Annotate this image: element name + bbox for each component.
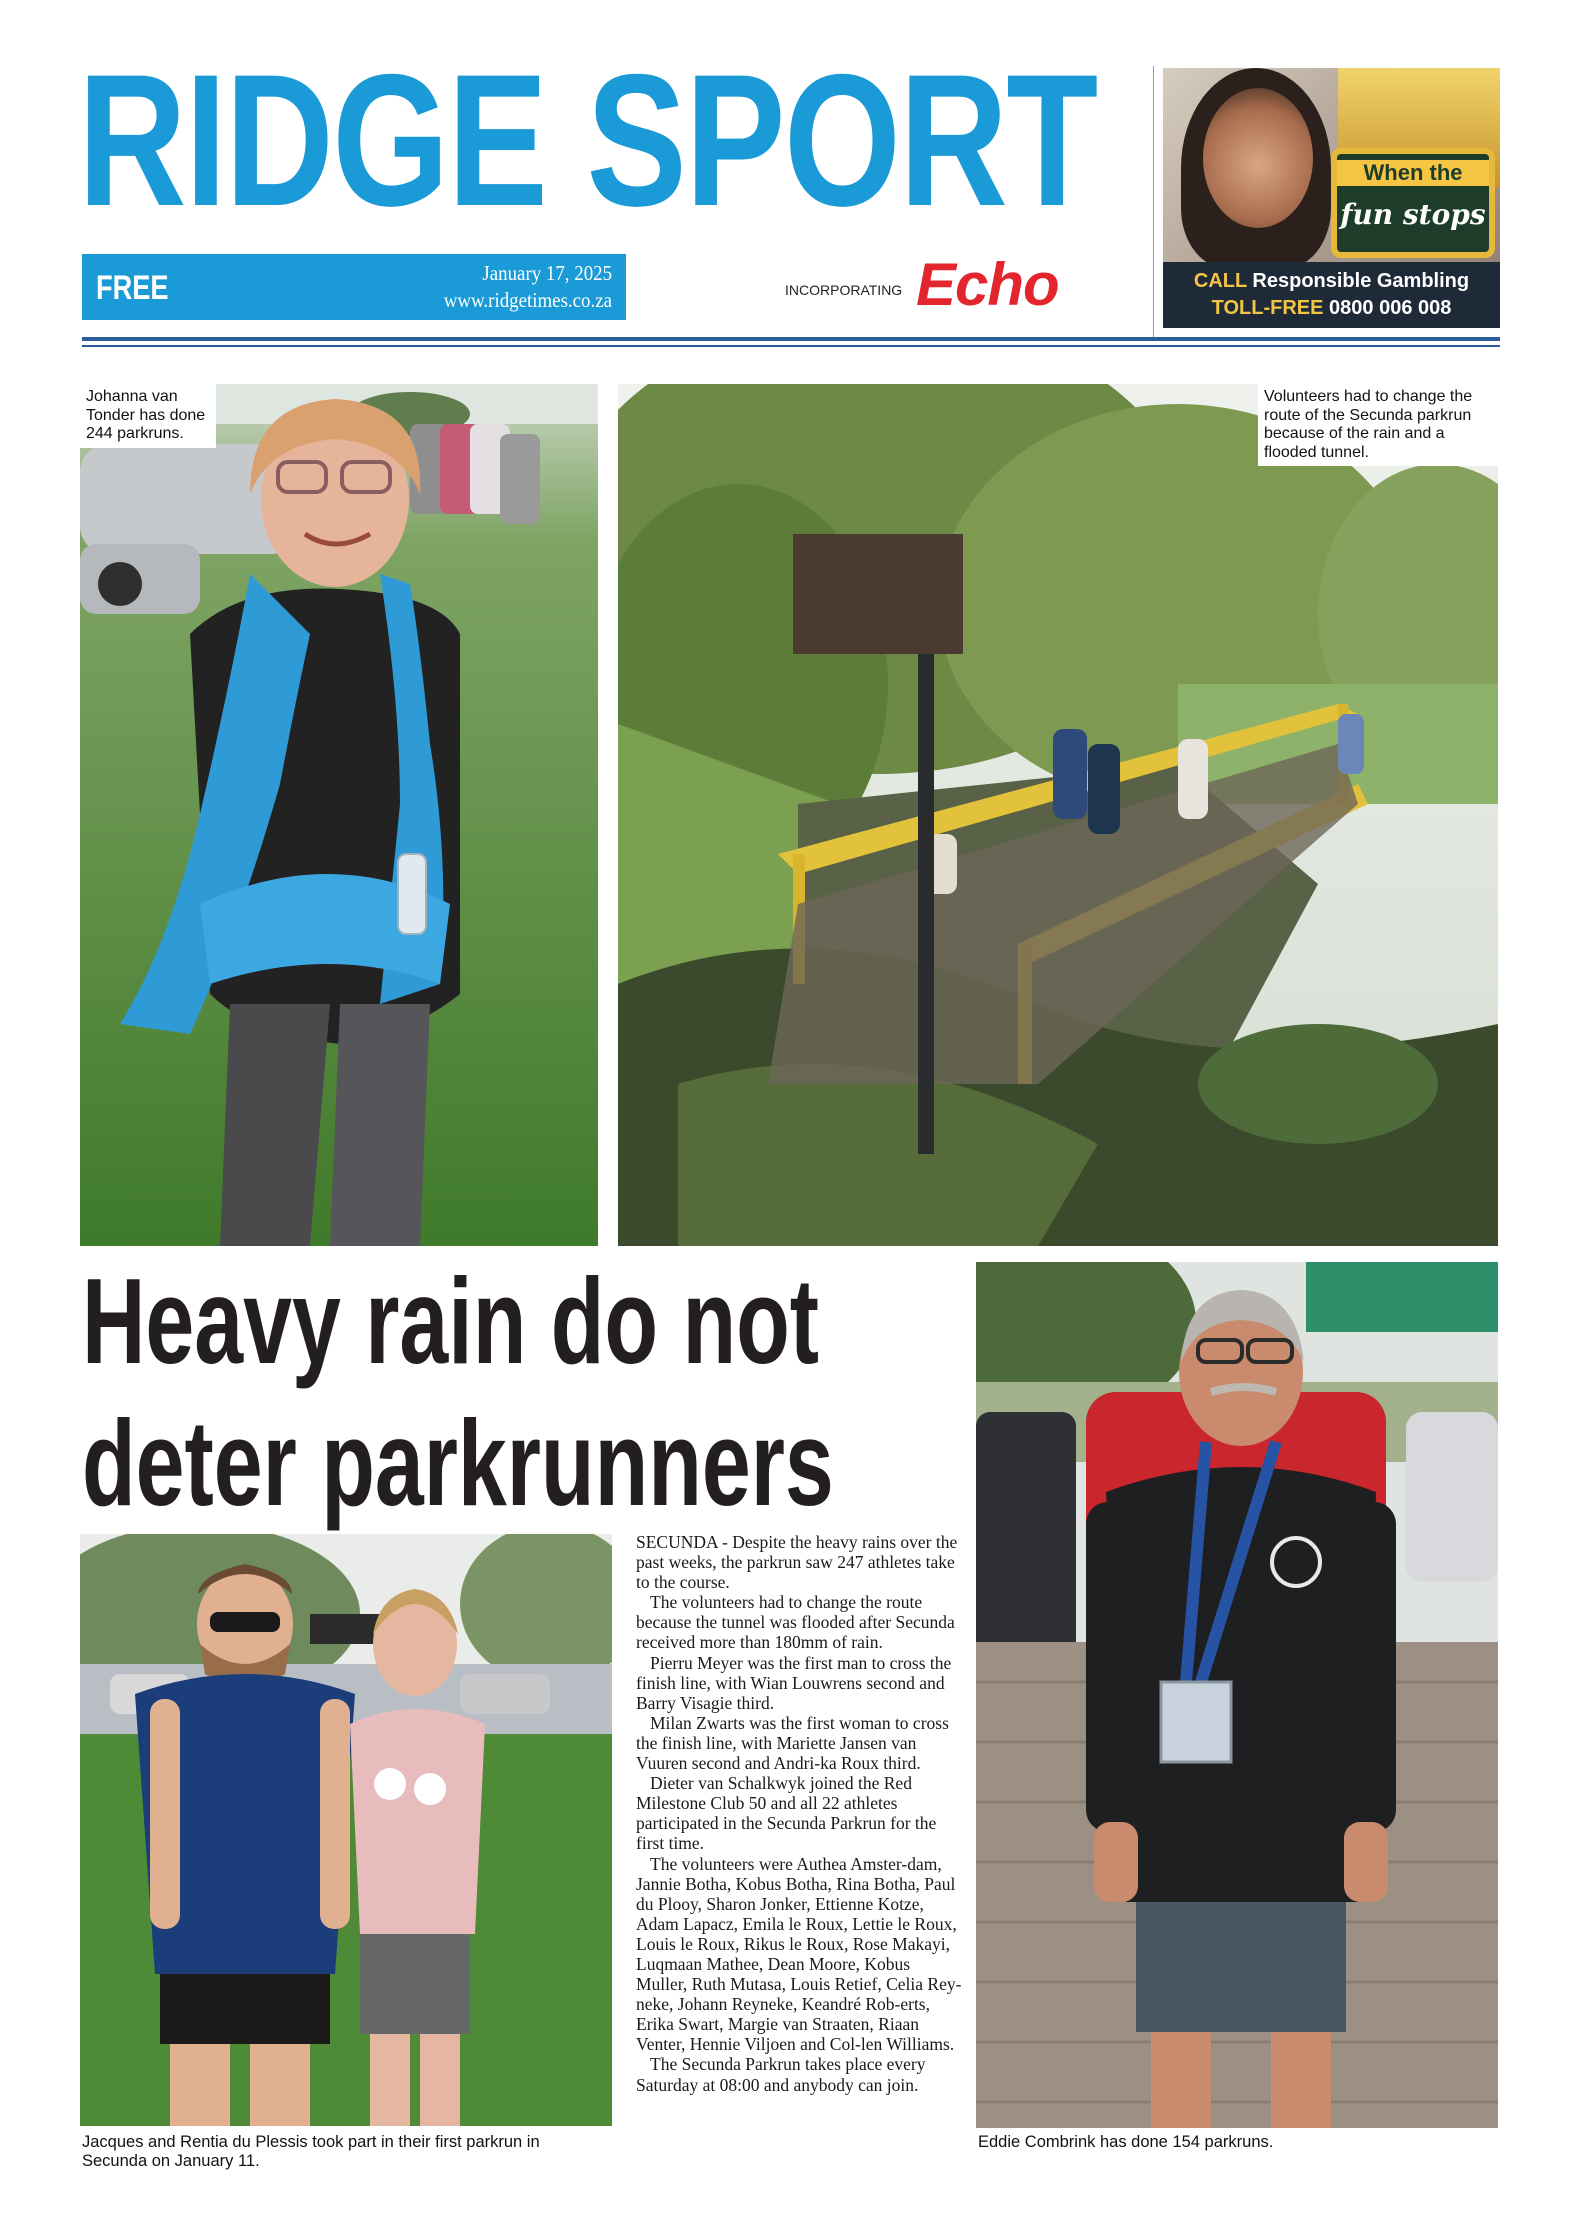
ad-footer [1163, 262, 1500, 328]
ad-call-label: CALL [1193, 270, 1247, 292]
ad-phone-number: 0800 006 008 [1329, 297, 1452, 319]
ad-sign [1331, 148, 1495, 258]
ad-footer-line1 [1163, 270, 1500, 293]
ad-footer-line2 [1163, 297, 1500, 320]
ad-sign-line2: fun stops [1340, 198, 1486, 231]
article-paragraph: The volunteers were Authea Amster-dam, Jannie Botha, Kobus Botha, Rina Botha, Paul du Plooy, Sharon Jonker, Ettienne Kotze, Adam Lapacz, Emila le Roux, Lettie le Roux, Louis le Roux, Rikus le Roux, Rose Makayi, Luqmaan Mathee, Dean Moore, Kobus Muller, Ruth Mutasa, Louis Retief, Celia Rey-neke, Johann Reyneke, Keandré Rob-erts, Erika Swart, Margie van Straaten, Riaan Venter, Hennie Viljoen and Col-len Williams. [636, 1853, 962, 2055]
eddie-caption: Eddie Combrink has done 154 parkruns. [978, 2133, 1274, 2151]
photo-johanna-image [80, 384, 598, 1246]
responsible-gambling-ad[interactable] [1163, 68, 1500, 328]
volunteers-caption: Volunteers had to change the route of the Secunda parkrun because of the rain and a flooded tunnel. [1258, 384, 1498, 466]
ad-model-face [1203, 88, 1313, 228]
free-label: FREE [96, 269, 169, 307]
photo-eddie-image [976, 1262, 1498, 2128]
photo-volunteers-image [618, 384, 1498, 1246]
article-headline: Heavy rain do not deter parkrunners [82, 1253, 834, 1531]
masthead-rule-thick [82, 337, 1500, 341]
ad-tollfree-label: TOLL-FREE [1211, 297, 1324, 319]
ad-sign-line1: When the [1337, 160, 1489, 186]
article-paragraph: Dieter van Schalkwyk joined the Red Milestone Club 50 and all 22 athletes participated in the Secunda Parkrun for the first time. [636, 1773, 937, 1854]
masthead-divider [1153, 66, 1154, 338]
photo-du-plessis-image [80, 1534, 612, 2126]
masthead-title: RIDGE SPORT [78, 35, 1097, 245]
article-body [636, 1532, 962, 2095]
photo-du-plessis [80, 1534, 612, 2126]
photo-johanna [80, 384, 598, 1246]
echo-logo: Echo [916, 251, 1059, 318]
article-paragraph: The Secunda Parkrun takes place every Saturday at 08:00 and anybody can join. [636, 2054, 926, 2095]
du-plessis-caption: Jacques and Rentia du Plessis took part in their first parkrun in Secunda on January 11. [82, 2133, 540, 2170]
photo-eddie [976, 1262, 1498, 2128]
article-paragraph: Milan Zwarts was the first woman to cross the finish line, with Mariette Jansen van Vuuren second and Andri-ka Roux third. [636, 1712, 949, 1774]
article-paragraph: The volunteers had to change the route because the tunnel was flooded after Secunda received more than 180mm of rain. [636, 1592, 955, 1653]
issue-date: January 17, 2025 [482, 261, 612, 285]
website-link[interactable]: www.ridgetimes.co.za [443, 288, 612, 312]
johanna-caption: Johanna van Tonder has done 244 parkruns. [80, 384, 216, 448]
incorporating-label: INCORPORATING [785, 282, 903, 298]
photo-volunteers [618, 384, 1498, 1246]
article-paragraph: Pierru Meyer was the first man to cross the finish line, with Wian Louwrens second and Barry Visagie third. [636, 1652, 952, 1713]
ad-brand-label: Responsible Gambling [1252, 270, 1470, 292]
masthead-info-bar [82, 254, 626, 320]
article-paragraph: SECUNDA - Despite the heavy rains over the past weeks, the parkrun saw 247 athletes take to the course. [636, 1532, 958, 1593]
masthead-rule-thin [82, 345, 1500, 347]
